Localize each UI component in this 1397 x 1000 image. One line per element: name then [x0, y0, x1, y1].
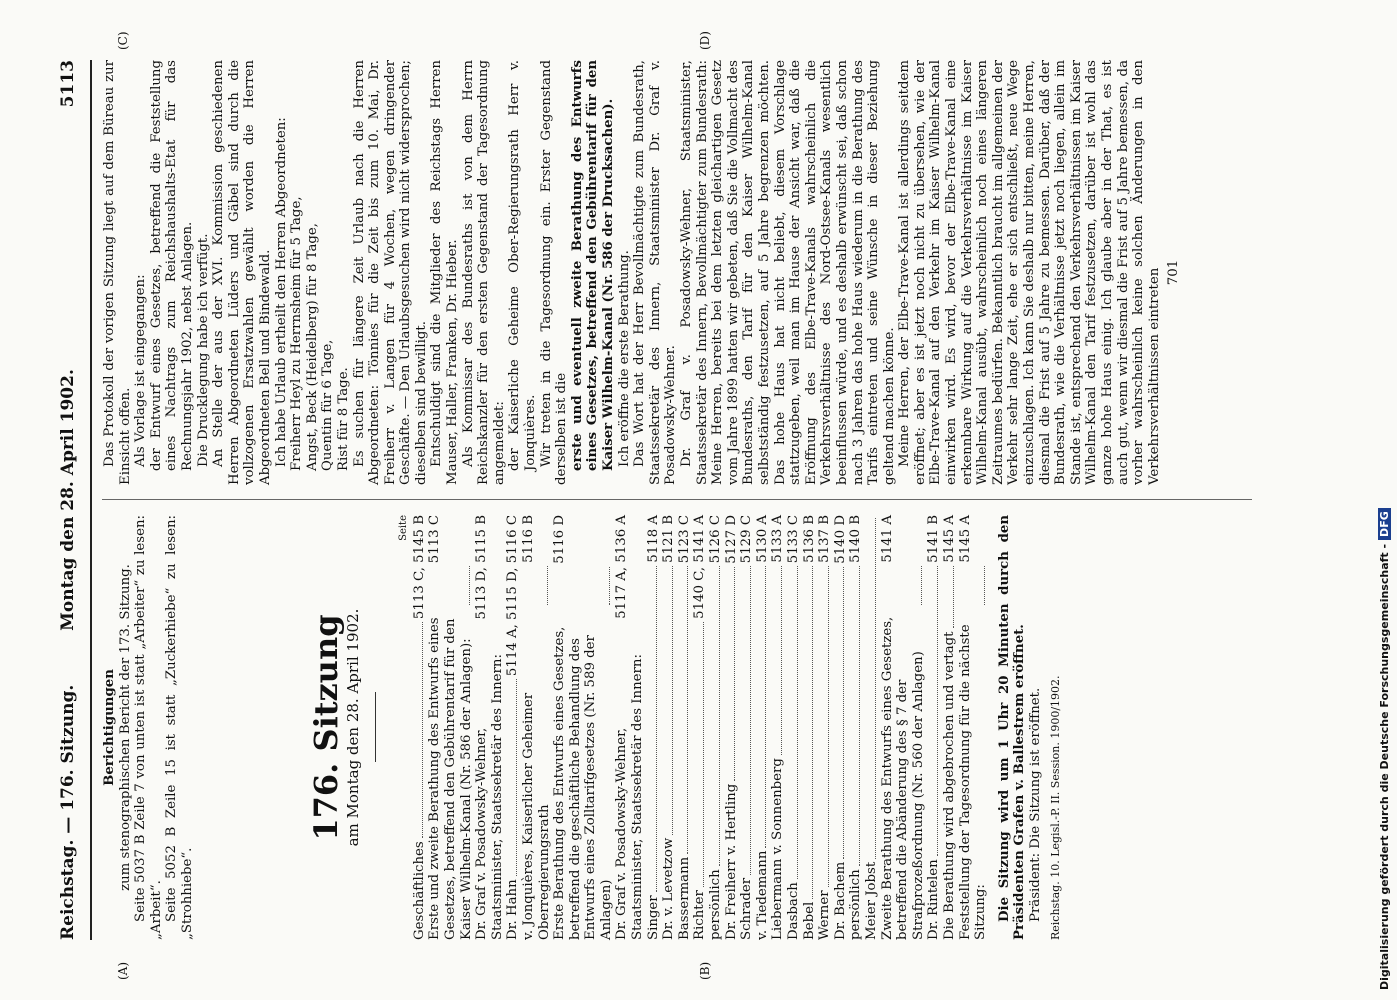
para-rede-2: Meine Herren, der Elbe-Trave-Kanal ist allerdings seitdem eröffnet; aber es ist jetzt noch nicht zu übersehen, wie der Elbe-Trave-Kanal auf den Verkehr im Kaiser Wilhelm-Kanal einwirken wird. Es wird, bevor der Elbe-Trave-Kanal eine erkennbare Wirkung auf die Verkehrsverhältnisse im Kaiser Wilhelm-Kanal ausübt, wahrscheinlich noch eines längeren Zeitraumes bedürfen. Bekanntlich braucht im allgemeinen der Verkehr sehr lange Zeit, ehe er sich entschließt, neue Wege einzuschlagen. Ich kann Sie deshalb nur bitten, meine Herren, diesmal die Frist auf 5 Jahre zu bemessen. Darüber, daß der Bundesrath, wie die Verhältnisse jetzt noch liegen, allein im Stande ist, entsprechend den Verkehrsverhältnissen im Kaiser Wilhelm-Kanal den Tarif festzusetzen, darüber ist wohl das ganze hohe Haus einig. Ich glaube aber in der That, es ist auch gut, wenn wir diesmal die Frist auf 5 Jahre bemessen, da vorher wahrscheinlich keine solchen Änderungen in den Verkehrsverhältnissen eintreten	[897, 60, 1162, 485]
toc-entry-text: Erste und zweite Berathung des Entwurfs eines Gesetzes, betreffend den Gebührentarif für den Kaiser Wilhelm-Kanal (Nr. 586 der Anlagen):	[427, 617, 474, 940]
toc-entry	[802, 515, 818, 940]
toc-leader	[802, 566, 814, 899]
toc-leader	[724, 567, 736, 781]
toc-entry-text: Dr. Bachem	[832, 861, 848, 940]
title-rule	[375, 693, 376, 763]
toc-entry	[958, 515, 989, 940]
toc-entry-text: Singer	[645, 895, 661, 940]
credit-text: Digitalisierung gefördert durch die Deutsche Forschungsgemeinschaft -	[1378, 543, 1391, 990]
toc-entry-page: 5116 B	[520, 515, 536, 563]
toc-entry-page: 5136 B	[801, 515, 817, 563]
header-left: Reichstag. — 176. Sitzung.	[58, 684, 78, 940]
toc-entry-text: Richter	[692, 890, 708, 940]
toc-leader	[708, 566, 720, 866]
toc-leader	[552, 567, 610, 606]
toc-entry	[661, 515, 677, 940]
toc-entry-text: Dr. Graf v. Posadowsky-Wehner, Staatsminister, Staatssekretär des Innern:	[614, 654, 646, 940]
toc-entry-page: 5137 B	[817, 515, 833, 563]
para-vorlage: Als Vorlage ist eingegangen:	[133, 274, 149, 467]
toc-entry	[755, 515, 771, 940]
toc-entry-text: Die Berathung wird abgebrochen und vertagt	[941, 631, 957, 940]
toc-entry	[770, 515, 786, 940]
table-of-contents	[412, 515, 989, 940]
para-protocol: Das Protokoll der vorigen Sitzung liegt auf dem Büreau zur Einsicht offen.	[102, 60, 133, 485]
toc-entry-text: Bassermann	[676, 856, 692, 940]
toc-leader	[755, 566, 767, 848]
signature-number: 701	[1166, 259, 1182, 286]
toc-entry	[864, 515, 880, 940]
toc-entry-text: Dr. Freiherr v. Hertling	[723, 783, 739, 940]
toc-entry-text: Dr. v. Levetzow	[661, 837, 677, 940]
toc-entry-text: Dr. Hahn	[505, 879, 521, 940]
toc-entry	[739, 515, 755, 940]
opening-statement: Die Sitzung wird um 1 Uhr 20 Minuten durch den Präsidenten Grafen v. Ballestrem eröffnet.	[996, 515, 1028, 940]
toc-leader	[817, 566, 829, 888]
para-urlaubsgesuche: Es suchen für längere Zeit Urlaub nach die Herren Abgeordneten: Tönnies für die Zeit bis zum 10. Mai, Dr. Freiherr v. Langen für 4 Wochen, wegen dringender Geschäfte. — Den Urlaubsgesuchen wird nicht widersprochen; dieselben sind bewilligt.	[351, 60, 429, 485]
toc-entry-page: 5117 A, 5136 A	[614, 515, 630, 619]
toc-entry	[646, 515, 662, 940]
toc-entry	[427, 515, 474, 940]
toc-entry-text: Geschäftliches	[411, 841, 427, 940]
toc-entry	[692, 515, 708, 940]
header-rule	[90, 60, 92, 940]
toc-entry-page: 5130 A	[754, 515, 770, 563]
corrections-subtitle: zum stenographischen Bericht der 173. Sitzung.	[117, 564, 133, 891]
toc-entry-page: 5126 C	[708, 515, 724, 564]
urlaub-4: Rist für 8 Tage.	[335, 367, 351, 471]
toc-entry-page: 5140 D	[832, 515, 848, 564]
para-wort: Das Wort hat der Herr Bevollmächtigte zum Bundesrath, Staatssekretär des Innern, Staatsminister Dr. Graf v. Posadowsky-Wehner.	[632, 60, 679, 485]
toc-entry-page: 5133 C	[786, 515, 801, 564]
toc-entry-page: 5145 A	[957, 515, 973, 563]
toc-entry	[521, 515, 552, 940]
column-divider	[102, 499, 1252, 500]
toc-leader	[926, 566, 938, 856]
toc-entry-page: 5141 B	[926, 515, 942, 563]
toc-leader	[692, 622, 704, 887]
toc-entry	[505, 515, 521, 940]
toc-entry	[848, 515, 864, 940]
toc-leader	[739, 566, 751, 875]
president-statement: Präsident: Die Sitzung ist eröffnet.	[1027, 687, 1043, 922]
corrections-title: Berichtigungen	[102, 669, 117, 786]
dfg-logo: DFG	[1378, 508, 1391, 540]
footer-note: Reichstag. 10. Legisl.-P. II. Session. 1900/1902.	[1048, 675, 1062, 940]
session-title: 176. Sitzung	[306, 614, 345, 841]
toc-leader	[505, 679, 517, 876]
digitization-credit	[1378, 0, 1396, 990]
margin-marker-b: (B)	[698, 961, 712, 980]
toc-entry-page: 5114 A, 5115 D, 5116 C	[505, 515, 521, 677]
toc-entry	[942, 515, 958, 940]
toc-entry	[786, 515, 802, 940]
seite-label: Seite	[398, 515, 410, 541]
para-kommissar: Als Kommissar des Bundesraths ist von dem Herrn Reichskanzler für den ersten Gegenstand der Tagesordnung angemeldet:	[460, 60, 507, 485]
para-kommissar-name: der Kaiserliche Geheime Ober-Regierungsrath Herr v. Jonquières.	[507, 60, 539, 471]
urlaub-2: Angst, Beck (Heidelberg) für 8 Tage,	[304, 223, 320, 471]
toc-entry-text: persönlich	[708, 869, 724, 940]
left-column	[102, 515, 1063, 940]
toc-entry-page: 5127 D	[723, 515, 739, 564]
toc-entry-text: Werner	[817, 890, 833, 940]
toc-leader	[864, 518, 876, 859]
toc-entry-page: 5118 A	[645, 515, 661, 563]
toc-leader	[646, 566, 658, 893]
toc-leader	[412, 622, 424, 838]
para-rede-1: Dr. Graf v. Posadowsky-Wehner, Staatsminister, Staatssekretär des Innern, Bevollmächtigter zum Bundesrath: Meine Herren, bereits bei dem letzten gleichartigen Gesetz vom Jahre 1899 hatten wir gebeten, daß Sie die Vollmacht des Bundesraths, den Tarif für den Kaiser Wilhelm-Kanal selbstständig festzusetzen, auf 5 Jahre begrenzen möchten. Das hohe Haus hat nicht beliebt, diesem Vorschlage stattzugeben, weil man im Hause der Ansicht war, daß die Eröffnung des Elbe-Trave-Kanals wahrscheinlich die Verkehrsverhältnisse des Nord-Ostsee-Kanals wesentlich beeinflussen würde, und es deshalb erwünscht sei, daß schon nach 3 Jahren das hohe Haus wiederum in die Berathung des Tarifs eintreten und seine Wünsche in dieser Beziehung geltend machen könne.	[678, 60, 897, 485]
toc-entry	[474, 515, 505, 940]
toc-leader	[848, 566, 860, 867]
toc-leader	[427, 566, 470, 605]
toc-entry-text: Zweite Berathung des Entwurfs eines Gesetzes, betreffend die Abänderung des § 7 der Strafprozeßordnung (Nr. 560 der Anlagen)	[879, 616, 926, 940]
para-drucklegung: Die Drucklegung habe ich verfügt.	[195, 233, 211, 467]
toc-leader	[677, 566, 689, 854]
toc-leader	[770, 566, 782, 755]
toc-entry-page: 5129 C	[739, 515, 755, 564]
toc-entry	[817, 515, 833, 940]
toc-entry	[880, 515, 927, 940]
toc-entry-text: persönlich	[848, 869, 864, 940]
toc-entry	[552, 515, 614, 940]
toc-entry-text: Feststellung der Tagesordnung für die nächste Sitzung:	[957, 624, 989, 940]
toc-leader	[521, 566, 548, 606]
toc-entry	[677, 515, 693, 940]
toc-entry-page: 5113 D, 5115 B	[474, 515, 490, 620]
toc-entry-text: Dr. Graf v. Posadowsky-Wehner, Staatsminister, Staatssekretär des Innern:	[474, 654, 505, 940]
para-eroeffnung: Ich eröffne die erste Berathung.	[616, 250, 632, 467]
toc-entry-page: 5145 A	[941, 515, 957, 563]
toc-entry-text: Bebel	[801, 901, 817, 940]
toc-entry-text: v. Tiedemann	[754, 850, 770, 940]
margin-marker-a: (A)	[116, 961, 130, 980]
toc-entry-page: 5121 B	[661, 515, 677, 563]
margin-marker-d: (D)	[698, 31, 712, 50]
para-urlaub: Ich habe Urlaub ertheilt den Herren Abgeordneten:	[273, 117, 289, 467]
toc-leader	[942, 566, 954, 629]
toc-entry-page: 5133 A	[770, 515, 786, 563]
para-tagesordnung: Wir treten in die Tagesordnung ein. Erster Gegenstand derselben ist die	[538, 60, 570, 485]
toc-entry-page: 5123 C	[676, 515, 692, 564]
toc-entry-page: 5140 B	[848, 515, 864, 563]
para-entschuldigt: Entschuldigt sind die Mitglieder des Reichstags Herren Mauser, Haller, Franken, Dr. Hieber.	[429, 60, 461, 485]
toc-leader	[661, 566, 673, 835]
urlaub-1: Freiherr Heyl zu Herrnsheim für 5 Tage,	[289, 196, 305, 471]
toc-entry	[614, 515, 645, 940]
toc-entry-text: Meier Jobst	[863, 861, 879, 940]
correction-2: Seite 5052 B Zeile 15 ist statt „Zuckerhiebe“ zu lesen: „Strohhiebe“.	[164, 515, 195, 940]
header-center: Montag den 28. April 1902.	[58, 369, 78, 631]
margin-marker-c: (C)	[116, 31, 130, 50]
toc-entry-page: 5113 C	[427, 515, 443, 564]
toc-leader	[833, 567, 845, 859]
running-header	[58, 60, 94, 940]
toc-entry	[926, 515, 942, 940]
toc-entry-text: Erste Berathung des Entwurfs eines Gesetzes, betreffend die geschäftliche Behandlung des Entwurfs eines Zolltarifgesetzes (Nr. 589 der Anlagen)	[552, 626, 614, 940]
toc-entry-page: 5141 A	[879, 515, 895, 563]
toc-entry	[708, 515, 724, 940]
toc-entry-text: Schrader	[739, 877, 755, 940]
toc-entry-page: 5140 C, 5141 A	[692, 515, 708, 619]
header-page-number: 5113	[58, 60, 78, 108]
toc-entry	[833, 515, 849, 940]
toc-leader	[958, 566, 985, 606]
session-date: am Montag den 28. April 1902.	[343, 608, 362, 847]
para-vorlage-detail: der Entwurf eines Gesetzes, betreffend die Feststellung eines Nachtrags zum Reichshaushalts-Etat für das Rechnungsjahr 1902, nebst Anlagen.	[148, 60, 195, 471]
toc-entry-text: Dasbach	[786, 882, 801, 940]
right-column	[102, 60, 1182, 485]
toc-entry	[412, 515, 428, 940]
toc-entry-page: 5113 C, 5145 B	[411, 515, 427, 620]
correction-1: Seite 5037 B Zeile 7 von unten ist statt „Arbeiter“ zu lesen: „Arbeit“.	[133, 515, 164, 940]
toc-entry	[724, 515, 740, 940]
toc-entry-text: Dr. Rintelen	[926, 859, 942, 940]
para-kommission: An Stelle der aus der XVI. Kommission geschiedenen Herren Abgeordneten Lüders und Gäbel sind durch die vollzogenen Ersatzwahlen gewählt worden die Herren Abgeordneten Bell und Bindewald.	[211, 60, 273, 485]
para-gegenstand: erste und eventuell zweite Berathung des Entwurfs eines Gesetzes, betreffend den Gebührentarif für den Kaiser Wilhelm-Kanal (Nr. 586 der Drucksachen).	[569, 60, 616, 471]
urlaub-3: Quentin für 6 Tage,	[320, 339, 336, 471]
toc-entry-page: 5116 D	[552, 515, 568, 564]
toc-entry-text: Liebermann v. Sonnenberg	[770, 758, 786, 940]
toc-leader	[786, 566, 798, 879]
toc-leader	[880, 566, 923, 606]
toc-entry-text: v. Jonquières, Kaiserlicher Geheimer Oberregierungsrath	[520, 692, 552, 940]
document-page	[58, 31, 1338, 980]
